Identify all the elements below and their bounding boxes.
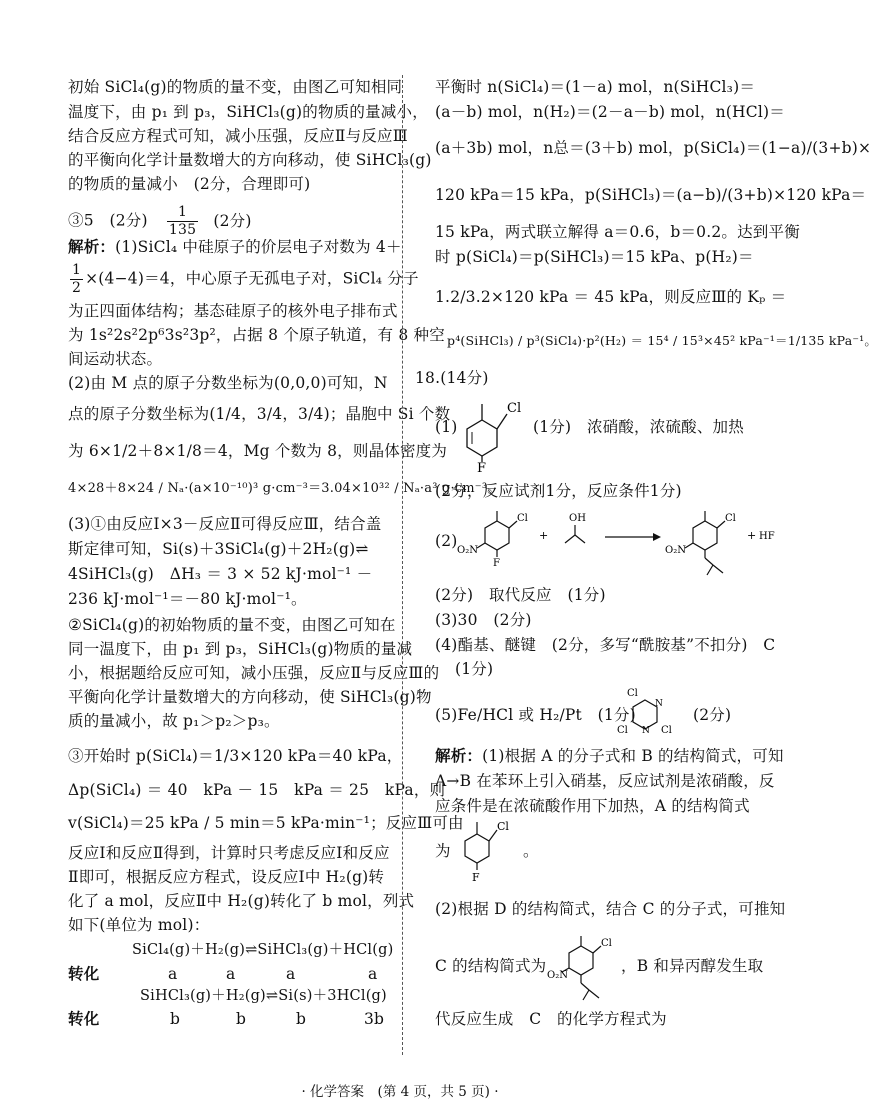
analysis-label: 解析： xyxy=(68,237,116,256)
fraction xyxy=(70,262,83,297)
plus-sign: + xyxy=(539,529,549,542)
compound-c-structure xyxy=(547,928,617,1004)
text-line: (3)30 (2分) xyxy=(435,611,532,629)
text-line: 斯定律可知，Si(s)＋3SiCl₄(g)＋2H₂(g)⇌ xyxy=(68,540,369,558)
text-line: Ⅱ即可，根据反应方程式，设反应Ⅰ中 H₂(g)转 xyxy=(68,868,385,886)
text-line: 时 p(SiCl₄)＝p(SiHCl₃)＝15 kPa、p(H₂)＝ xyxy=(435,248,754,266)
cl-label: Cl xyxy=(497,820,509,833)
cl-bond xyxy=(497,414,507,429)
text-line: 温度下，由 p₁ 到 p₃，SiHCl₃(g)的物质的量减小， xyxy=(68,103,428,121)
row-value: 3b xyxy=(364,1010,385,1028)
cl-label: Cl xyxy=(725,513,736,524)
text-line: (2分，反应试剂1分，反应条件1分) xyxy=(435,482,682,500)
text-span: (1)根据 A 的分子式和 B 的结构简式，可知 xyxy=(482,747,784,765)
conversion-row-2 xyxy=(68,1008,385,1030)
numerator: 1 xyxy=(72,262,82,278)
compound-a-structure-2 xyxy=(455,812,515,884)
oh-label: OH xyxy=(569,513,586,524)
text-line: C 的结构简式为 xyxy=(435,957,547,975)
page-footer: · 化学答案 (第 4 页，共 5 页) · xyxy=(301,1084,499,1100)
text-line: 236 kJ·mol⁻¹＝－80 kJ·mol⁻¹。 xyxy=(68,590,307,608)
text-line xyxy=(68,262,419,297)
nitro-label: O₂N xyxy=(547,970,568,981)
text-line: 为 xyxy=(435,842,451,860)
analysis-label: 解析： xyxy=(435,746,483,765)
analysis-line xyxy=(68,236,402,258)
n-label: N xyxy=(655,699,663,709)
cl-label: Cl xyxy=(661,725,672,736)
answer-1-text: (1分) 浓硝酸，浓硫酸、加热 xyxy=(533,418,744,436)
plus-sign: + xyxy=(747,529,757,542)
text-line: (a－b) mol，n(H₂)＝(2－a－b) mol，n(HCl)＝ xyxy=(435,103,785,121)
text-line: 的物质的量减小 (2分，合理即可) xyxy=(68,175,311,193)
f-label: F xyxy=(493,558,500,569)
text-line: 质的量减小，故 p₁＞p₂＞p₃。 xyxy=(68,712,280,730)
cl-label: Cl xyxy=(517,513,528,524)
row-value: a xyxy=(226,965,236,983)
text-line: ③开始时 p(SiCl₄)＝1/3×120 kPa＝40 kPa， xyxy=(68,747,403,765)
text-line: (a＋3b) mol，n总＝(3＋b) mol，p(SiCl₄)＝(1−a)/(3+b)× xyxy=(435,139,872,157)
text-span: ；晶胞中 Si 个数 xyxy=(329,405,451,423)
text-line: 4SiHCl₃(g) ΔH₃ ＝ 3 × 52 kJ·mol⁻¹ － xyxy=(68,565,373,583)
text-line: 1.2/3.2×120 kPa ＝ 45 kPa，则反应Ⅲ的 Kₚ ＝ xyxy=(435,288,787,306)
hf-label: HF xyxy=(759,531,775,542)
kp-formula: p⁴(SiHCl₃) / p³(SiCl₄)·p²(H₂) ＝ 15⁴ / 15³×45² kPa⁻¹＝1/135 kPa⁻¹。 xyxy=(447,333,877,348)
row-value: b xyxy=(236,1010,247,1028)
conversion-row-1 xyxy=(68,963,378,985)
text-line: 小，根据题给反应可知，减小压强，反应Ⅱ与反应Ⅲ的 xyxy=(68,664,440,682)
text-line: Δp(SiCl₄) ＝ 40 kPa － 15 kPa ＝ 25 kPa，则 xyxy=(68,781,446,799)
text-line xyxy=(68,403,450,425)
text-line: 为 6×1/2＋8×1/8＝4，Mg 个数为 8，则晶体密度为 xyxy=(68,442,448,460)
text-line: A→B 在苯环上引入硝基，反应试剂是浓硝酸，反 xyxy=(435,772,775,790)
row-label: 转化 xyxy=(68,964,100,983)
dichloropyrimidine-structure xyxy=(615,686,681,746)
text-line: 120 kPa＝15 kPa，p(SiHCl₃)＝(a−b)/(3+b)×120 kPa＝ xyxy=(435,186,867,204)
cl-label: Cl xyxy=(617,725,628,736)
arrow-head xyxy=(653,533,661,541)
text-line: 15 kPa，两式联立解得 a＝0.6，b＝0.2。达到平衡 xyxy=(435,223,800,241)
text-line: 平衡向化学计量数增大的方向移动，使 SiHCl₃(g)物 xyxy=(68,688,432,706)
question-18-heading: 18.(14分) xyxy=(415,369,489,387)
isopropanol xyxy=(565,513,586,543)
denominator: 2 xyxy=(72,280,82,296)
answer-line xyxy=(68,204,252,239)
text-line: ，B 和异丙醇发生取 xyxy=(621,957,764,975)
row-label: 转化 xyxy=(68,1009,100,1028)
equation-2: SiHCl₃(g)＋H₂(g)⇌Si(s)＋3HCl(g) xyxy=(140,988,387,1004)
row-value: a xyxy=(168,965,178,983)
numerator: 1 xyxy=(167,204,198,222)
benzene-ring xyxy=(465,834,489,863)
answer-5-text: (5)Fe/HCl 或 H₂/Pt (1分) xyxy=(435,706,636,724)
text-line: 应条件是在浓硫酸作用下加热，A 的结构简式 xyxy=(435,797,750,815)
equation-1: SiCl₄(g)＋H₂(g)⇌SiHCl₃(g)＋HCl(g) xyxy=(132,942,394,958)
text-line: (2分) 取代反应 (1分) xyxy=(435,586,606,604)
text-span: (1)SiCl₄ 中硅原子的价层电子对数为 4＋ xyxy=(115,238,402,256)
text-line: 反应Ⅰ和反应Ⅱ得到，计算时只考虑反应Ⅰ和反应 xyxy=(68,844,390,862)
nitro-label: O₂N xyxy=(457,545,478,556)
text-line: 代反应生成 C 的化学方程式为 xyxy=(435,1010,667,1028)
text-line: (2)根据 D 的结构简式，结合 C 的分子式，可推知 xyxy=(435,900,786,918)
text-line: 为 1s²2s²2p⁶3s²3p²，占据 8 个原子轨道，有 8 种空 xyxy=(68,326,445,344)
text-line: 初始 SiCl₄(g)的物质的量不变，由图乙可知相同 xyxy=(68,78,403,96)
answer-5-score: (2分) xyxy=(693,706,732,724)
text-line: 的平衡向化学计量数增大的方向移动，使 SiHCl₃(g) xyxy=(68,151,432,169)
text-line: ②SiCl₄(g)的初始物质的量不变，由图乙可知在 xyxy=(68,616,396,634)
denominator: 135 xyxy=(168,222,197,238)
text-line: (3)①由反应Ⅰ×3－反应Ⅱ可得反应Ⅲ，结合盖 xyxy=(68,515,382,533)
row-value: a xyxy=(368,965,378,983)
fraction xyxy=(167,204,198,239)
nitro-label: O₂N xyxy=(665,545,686,556)
cl-label: Cl xyxy=(601,938,612,949)
text-line: 如下(单位为 mol)： xyxy=(68,916,210,934)
density-formula: 4×28＋8×24 / Nₐ·(a×10⁻¹⁰)³ g·cm⁻³＝3.04×10³² / Nₐ·a³ g·cm⁻³。 xyxy=(68,481,501,496)
reactant-b xyxy=(457,511,528,569)
text-line: 同一温度下，由 p₁ 到 p₃，SiHCl₃(g)物质的量减 xyxy=(68,640,413,658)
text-line: v(SiCl₄)＝25 kPa / 5 min＝5 kPa·min⁻¹；反应Ⅲ可由 xyxy=(68,814,464,832)
cl-label: Cl xyxy=(507,401,522,416)
text-line: (2)由 M 点的原子分数坐标为(0,0,0)可知，N xyxy=(68,374,388,392)
f-label: F xyxy=(477,461,487,476)
text-span: ×(4−4)＝4，中心原子无孤电子对，SiCl₄ 分子 xyxy=(85,269,419,288)
text-line: 间运动状态。 xyxy=(68,350,163,368)
benzene-ring xyxy=(569,946,593,975)
answer-part: ③5 (2分) xyxy=(68,211,148,230)
cl-label: Cl xyxy=(627,688,638,699)
text-span: 点的原子分数坐标为 xyxy=(68,405,210,423)
n-label: N xyxy=(642,726,650,736)
reaction-scheme xyxy=(457,503,787,581)
row-value: b xyxy=(296,1010,307,1028)
period: 。 xyxy=(523,842,539,860)
answer-1-label: (1) xyxy=(435,418,458,436)
text-line: 化了 a mol，反应Ⅱ中 H₂(g)转化了 b mol，列式 xyxy=(68,892,415,910)
text-line: 平衡时 n(SiCl₄)＝(1－a) mol，n(SiHCl₃)＝ xyxy=(435,78,756,96)
row-value: a xyxy=(286,965,296,983)
row-value: b xyxy=(170,1010,181,1028)
answer-part: (2分) xyxy=(213,211,252,230)
analysis-line xyxy=(435,745,784,767)
compound-a-structure xyxy=(457,392,529,476)
text-line: 为正四面体结构；基态硅原子的核外电子排布式 xyxy=(68,302,398,320)
text-line: (4)酯基、醚键 (2分，多写“酰胺基”不扣分) C xyxy=(435,636,776,654)
text-line: (1分) xyxy=(455,660,494,678)
f-label: F xyxy=(472,871,480,884)
answer-2-label: (2) xyxy=(435,532,458,550)
coordinate: (1/4，3/4，3/4) xyxy=(209,405,330,423)
pyrimidine-ring xyxy=(633,700,657,729)
product-c xyxy=(665,511,736,575)
text-line: 结合反应方程式可知，减小压强，反应Ⅱ与反应Ⅲ xyxy=(68,127,408,145)
column-divider xyxy=(402,75,403,1055)
